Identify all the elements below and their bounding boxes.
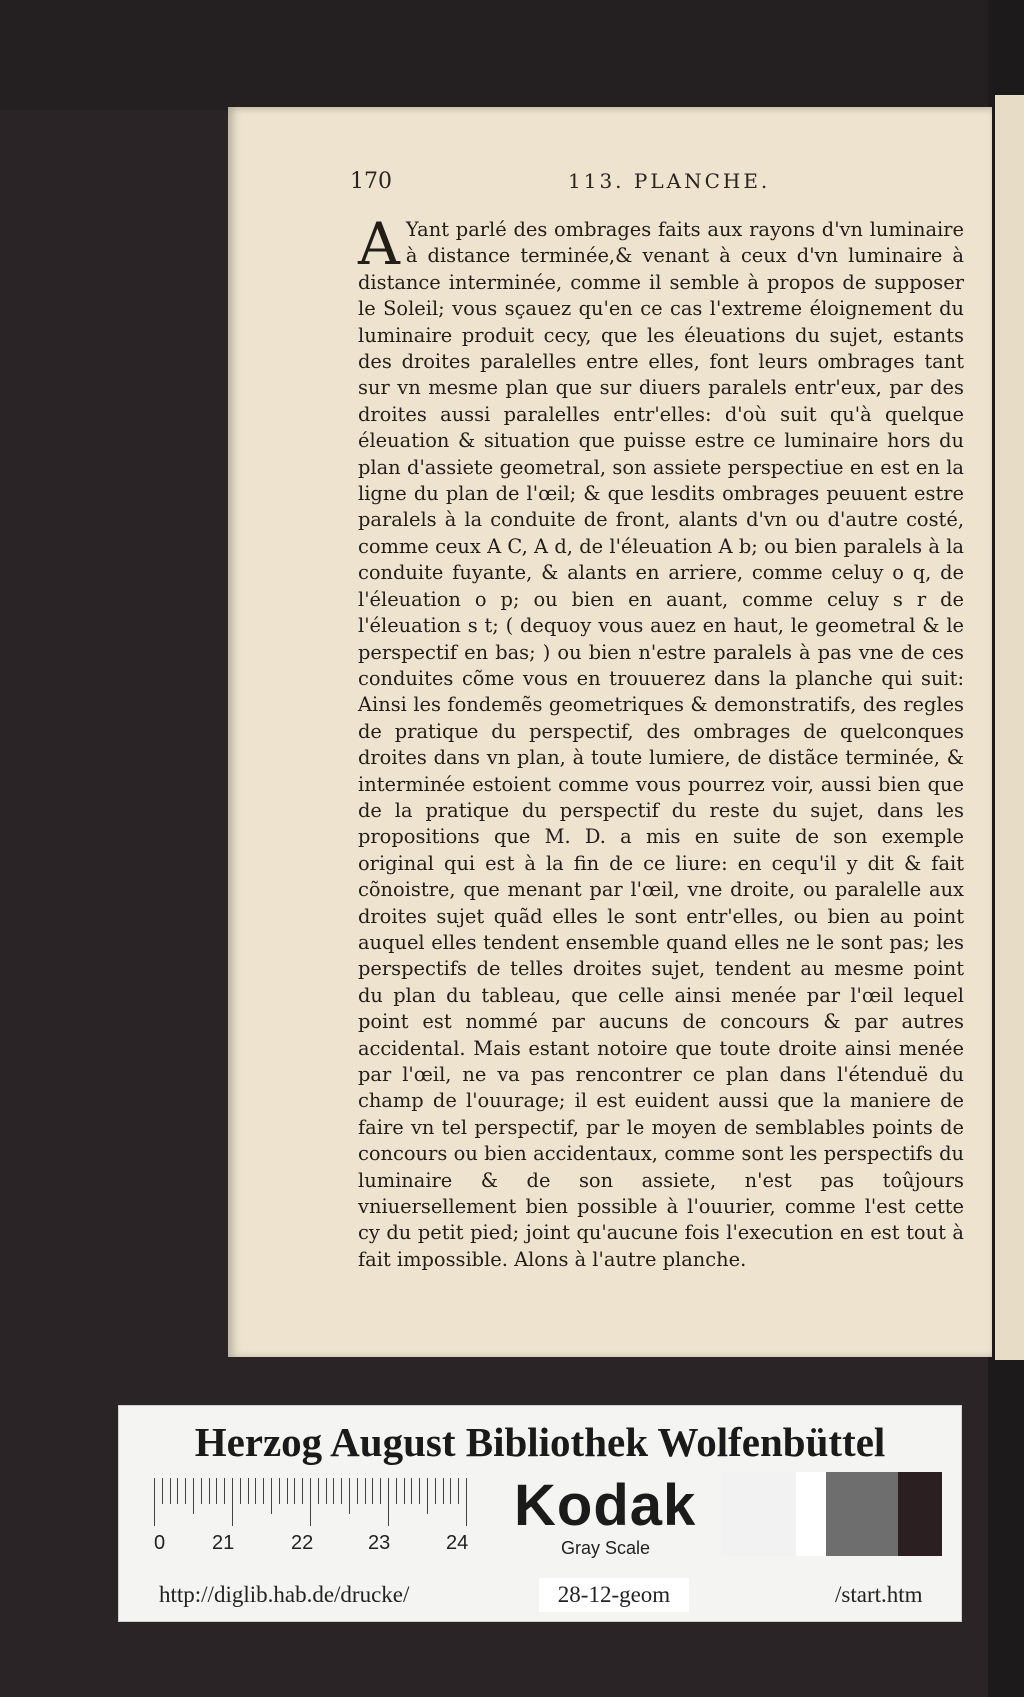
ruler-tick bbox=[310, 1478, 311, 1526]
ruler-tick bbox=[287, 1478, 288, 1504]
ruler-tick bbox=[380, 1478, 381, 1504]
ruler-tick bbox=[279, 1478, 280, 1504]
ruler-tick bbox=[177, 1478, 178, 1504]
ruler-label: 0 bbox=[154, 1532, 166, 1554]
kodak-logo: Kodak bbox=[514, 1473, 697, 1538]
ruler-tick bbox=[411, 1478, 412, 1504]
running-head bbox=[228, 169, 992, 199]
ruler-tick bbox=[349, 1478, 350, 1514]
gray-patch-mid bbox=[826, 1472, 898, 1556]
ruler-tick bbox=[372, 1478, 373, 1504]
measurement-ruler bbox=[154, 1478, 494, 1528]
shelfmark-box bbox=[539, 1578, 689, 1612]
ruler-tick bbox=[263, 1478, 264, 1504]
color-target-card bbox=[118, 1405, 962, 1622]
ruler-tick bbox=[388, 1478, 389, 1526]
shelfmark: 28-12-geom bbox=[557, 1582, 671, 1607]
gray-patch-white bbox=[796, 1472, 826, 1556]
ruler-label: 21 bbox=[212, 1532, 235, 1554]
url-right: /start.htm bbox=[835, 1582, 923, 1607]
ruler-tick bbox=[224, 1478, 225, 1504]
ruler-tick bbox=[302, 1478, 303, 1504]
drop-cap: A bbox=[358, 210, 400, 278]
ruler-tick bbox=[185, 1478, 186, 1504]
ruler-tick bbox=[396, 1478, 397, 1504]
gray-scale-label: Gray Scale bbox=[561, 1538, 651, 1558]
ruler-tick bbox=[326, 1478, 327, 1504]
ruler-tick bbox=[450, 1478, 451, 1504]
ruler-tick bbox=[201, 1478, 202, 1504]
target-footer bbox=[119, 1572, 961, 1616]
ruler-tick bbox=[318, 1478, 319, 1504]
ruler-tick bbox=[435, 1478, 436, 1504]
library-name: Herzog August Bibliothek Wolfenbüttel bbox=[194, 1419, 886, 1465]
book-page bbox=[228, 107, 992, 1357]
ruler-labels bbox=[154, 1532, 494, 1558]
facing-page-edge bbox=[995, 95, 1024, 1360]
ruler-tick bbox=[294, 1478, 295, 1504]
ruler-tick bbox=[365, 1478, 366, 1504]
ruler-label: 22 bbox=[291, 1532, 314, 1554]
ruler-tick bbox=[466, 1478, 467, 1526]
ruler-tick bbox=[458, 1478, 459, 1504]
ruler-tick bbox=[193, 1478, 194, 1514]
ruler-tick bbox=[404, 1478, 405, 1504]
ruler-tick bbox=[209, 1478, 210, 1504]
plate-title: 113. PLANCHE. bbox=[568, 169, 771, 193]
ruler-label: 23 bbox=[368, 1532, 391, 1554]
ruler-tick bbox=[357, 1478, 358, 1504]
ruler-tick bbox=[443, 1478, 444, 1504]
ruler-tick bbox=[427, 1478, 428, 1514]
ruler-tick bbox=[248, 1478, 249, 1504]
page-number: 170 bbox=[350, 169, 392, 194]
body-text-block bbox=[358, 210, 964, 1273]
ruler-tick bbox=[162, 1478, 163, 1504]
gray-patch-dark bbox=[898, 1472, 942, 1556]
scan-background-top bbox=[0, 0, 1024, 110]
ruler-tick bbox=[216, 1478, 217, 1504]
ruler-tick bbox=[170, 1478, 171, 1504]
ruler-tick bbox=[240, 1478, 241, 1504]
ruler-label: 24 bbox=[446, 1532, 469, 1554]
ruler-tick bbox=[255, 1478, 256, 1504]
gray-patch-light bbox=[721, 1472, 796, 1556]
ruler-tick bbox=[341, 1478, 342, 1504]
ruler-tick bbox=[419, 1478, 420, 1504]
ruler-tick bbox=[154, 1478, 155, 1526]
ruler-tick bbox=[232, 1478, 233, 1526]
ruler-tick bbox=[333, 1478, 334, 1504]
body-paragraph: Yant parlé des ombrages faits aux rayons d'vn luminaire à distance terminée,& venant à ceux d'vn luminaire à distance interminée, comme il semble à propos de supposer le Soleil; vous sçauez qu'en ce cas l'extreme éloignement du luminaire produit cecy, que les éleuations du sujet, estants des droites paralelles entre elles, font leurs ombrages tant sur vn mesme plan que sur diuers paralels entr'eux, par des droites aussi paralelles entr'elles: d'où suit qu'à quelque éleuation & situation que puisse estre ce luminaire hors du plan d'assiete geometral, son assiete perspectiue en est en la ligne du plan de l'œil; & que lesdits ombrages peuuent estre paralels à la conduite de front, alants d'vn ou d'autre costé, comme ceux A C, A d, de l'éleuation A b; ou bien paralels à la conduite fuyante, & alants en arriere, comme celuy o q, de l'éleuation o p; ou bien en auant, comme celuy s r de l'éleuation s t; ( dequoy vous auez en haut, le geometral & le perspectif en bas; ) ou bien n'estre paralels à pas vne de ces conduites cõme vous en trouuerez dans la planche qui suit: Ainsi les fondemẽs geometriques & demonstratifs, des regles de pratique du perspectif, des ombrages de quelconques droites dans vn plan, à toute lumiere, de distãce terminée, & interminée estoient comme vous pourrez voir, aussi bien que de la pratique du perspectif du reste du sujet, dans les propositions que M. D. a mis en suite de son exemple original qui est à la fin de ce liure: en cequ'il y dit & fait cõnoistre, que menant par l'œil, vne droite, ou paralelle aux droites sujet quãd elles le sont entr'elles, ou bien au point auquel elles tendent ensemble quand elles ne le sont pas; les perspectifs de telles droites sujet, tendent au mesme point du plan du tableau, que celle ainsi menée par l'œil lequel point est nommé par aucuns de concours & par autres accidental. Mais estant notoire que toute droite ainsi menée par l'œil, ne va pas rencontrer ce plan dans l'étenduë du champ de l'ouurage; il est euident aussi que la maniere de faire vn tel perspectif, par le moyen de semblables points de concours ou bien accidentaux, comme sont les perspectifs du luminaire & de son assiete, n'est pas toûjours vniuersellement bien possible à l'ouurier, comme l'est cette cy du petit pied; joint qu'aucune fois l'execution en est tout à fait impossible. Alons à l'autre planche. bbox=[358, 218, 964, 1271]
url-left: http://diglib.hab.de/drucke/ bbox=[159, 1582, 410, 1607]
ruler-tick bbox=[271, 1478, 272, 1514]
